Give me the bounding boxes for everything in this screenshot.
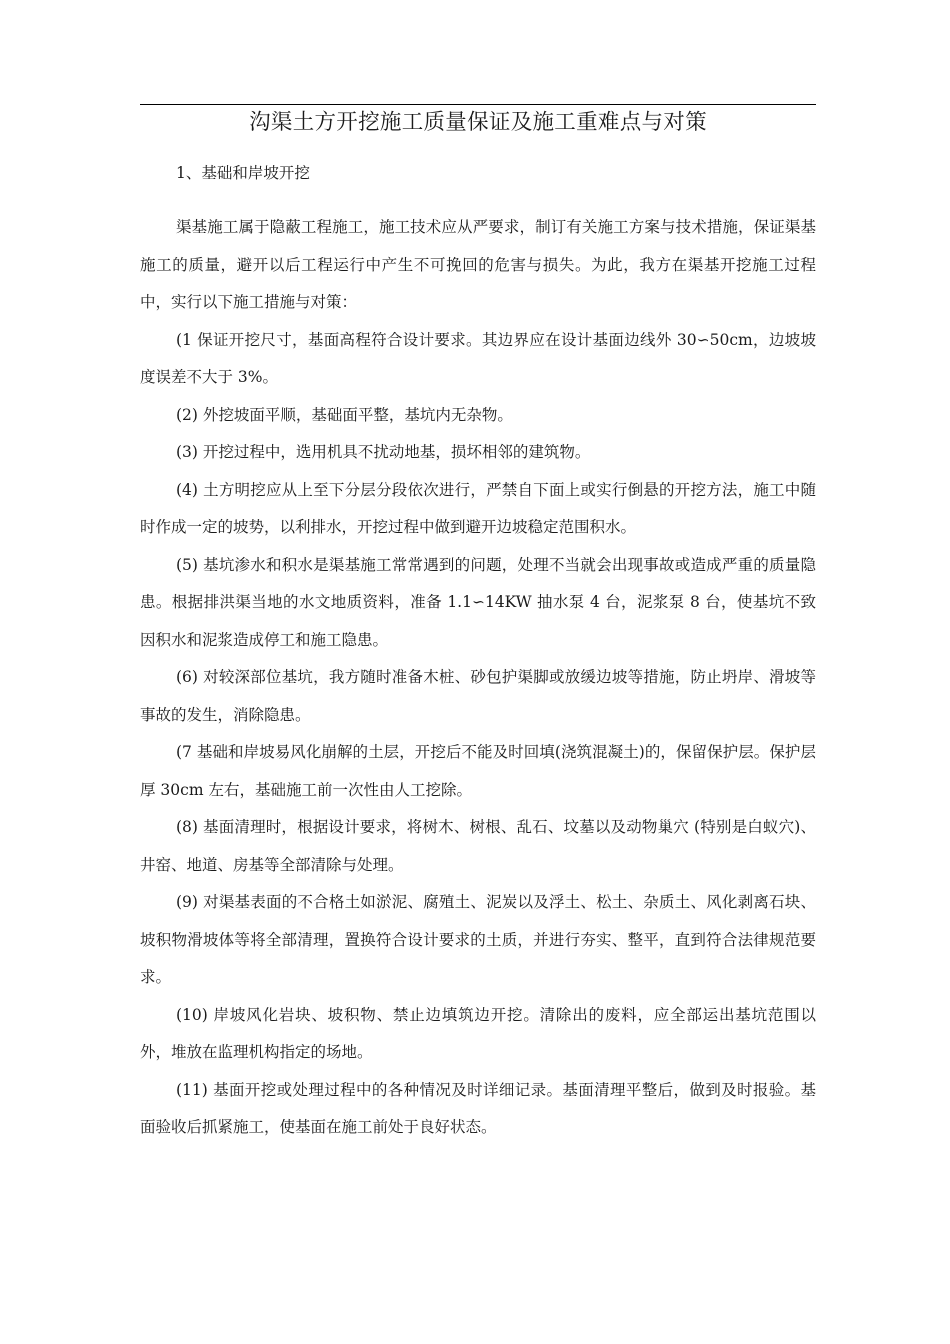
measure-paragraph-9: (9) 对渠基表面的不合格土如淤泥、腐殖土、泥炭以及浮土、松土、杂质土、风化剥离石块、坡积物滑坡体等将全部清理，置换符合设计要求的土质，并进行夯实、整平，直到符合法律规范要求。	[140, 893, 816, 986]
header-rule	[140, 104, 816, 105]
measure-paragraph-3: (3) 开挖过程中，选用机具不扰动地基，损坏相邻的建筑物。	[176, 443, 591, 461]
measure-paragraph-11: (11) 基面开挖或处理过程中的各种情况及时详细记录。基面清理平整后，做到及时报验。基面验收后抓紧施工，使基面在施工前处于良好状态。	[140, 1080, 816, 1136]
measure-paragraph-8: (8) 基面清理时，根据设计要求，将树木、树根、乱石、坟墓以及动物巢穴 (特别是白蚁穴)、井窑、地道、房基等全部清除与处理。	[140, 818, 816, 874]
measure-paragraph-7: (7 基础和岸坡易风化崩解的土层，开挖后不能及时回填(浇筑混凝土)的，保留保护层。保护层厚 30cm 左右，基础施工前一次性由人工挖除。	[140, 743, 816, 799]
section-heading: 1、基础和岸坡开挖	[176, 164, 310, 182]
measure-paragraph-1: (1 保证开挖尺寸，基面高程符合设计要求。其边界应在设计基面边线外 30∽50cm，边坡坡度误差不大于 3%。	[140, 330, 816, 386]
intro-paragraph: 渠基施工属于隐蔽工程施工，施工技术应从严要求，制订有关施工方案与技术措施，保证渠基施工的质量，避开以后工程运行中产生不可挽回的危害与损失。为此，我方在渠基开挖施工过程中，实行以下施工措施与对策：	[140, 218, 816, 311]
document-title: 沟渠土方开挖施工质量保证及施工重难点与对策	[249, 110, 707, 135]
measure-paragraph-2: (2) 外挖坡面平顺，基础面平整，基坑内无杂物。	[176, 405, 513, 424]
measure-paragraph-4: (4) 土方明挖应从上至下分层分段依次进行，严禁自下面上或实行倒悬的开挖方法，施工中随时作成一定的坡势，以利排水，开挖过程中做到避开边坡稳定范围积水。	[140, 480, 816, 536]
measure-paragraph-5: (5) 基坑渗水和积水是渠基施工常常遇到的问题，处理不当就会出现事故或造成严重的质量隐患。根据排洪渠当地的水文地质资料，准备 1.1∽14KW 抽水泵 4 台，泥浆泵 8 台，使基坑不致因积水和泥浆造成停工和施工隐患。	[140, 555, 816, 649]
measure-paragraph-6: (6) 对较深部位基坑，我方随时准备木桩、砂包护渠脚或放缓边坡等措施，防止坍岸、滑坡等事故的发生，消除隐患。	[140, 668, 816, 724]
document-body	[140, 209, 816, 1147]
measure-paragraph-10: (10) 岸坡风化岩块、坡积物、禁止边填筑边开挖。清除出的废料，应全部运出基坑范围以外，堆放在监理机构指定的场地。	[140, 1005, 816, 1061]
